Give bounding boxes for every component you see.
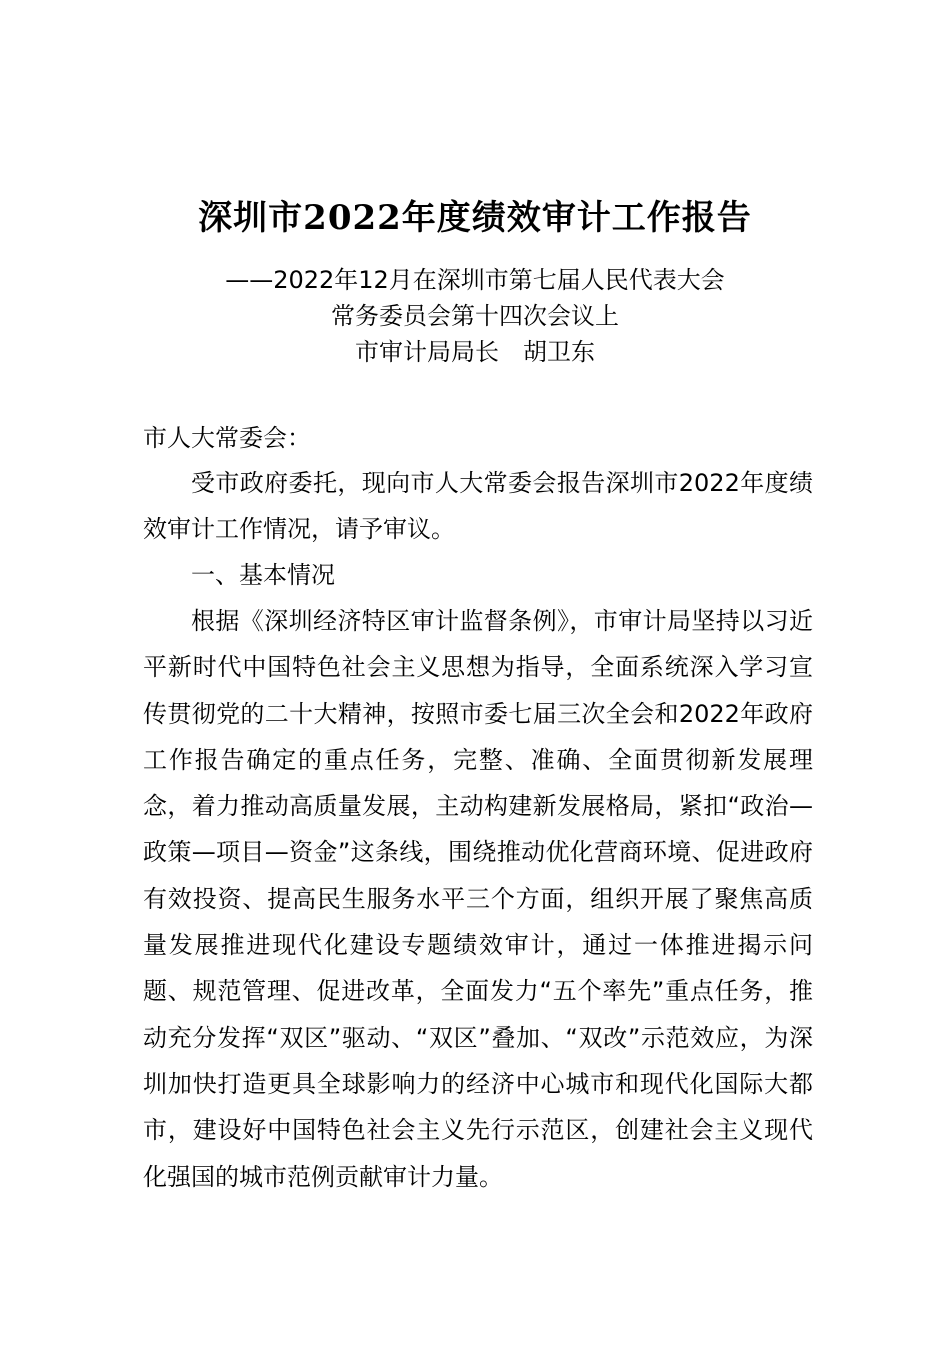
report-subtitle	[0, 262, 950, 370]
section-heading: 一、基本情况	[191, 561, 335, 589]
salutation: 市人大常委会：	[143, 424, 311, 452]
subtitle-line-session: 常务委员会第十四次会议上	[331, 302, 619, 330]
basic-situation-paragraph: 根据《深圳经济特区审计监督条例》，市审计局坚持以习近平新时代中国特色社会主义思想为指导，全面系统深入学习宣传贯彻党的二十大精神，按照市委七届三次全会和2022年政府工作报告确定的重点任务，完整、准确、全面贯彻新发展理念，着力推动高质量发展，主动构建新发展格局，紧扣“政治—政策—项目—资金”这条线，围绕推动优化营商环境、促进政府有效投资、提高民生服务水平三个方面，组织开展了聚焦高质量发展推进现代化建设专题绩效审计，通过一体推进揭示问题、规范管理、促进改革，全面发力“五个率先”重点任务，推动充分发挥“双区”驱动、“双区”叠加、“双改”示范效应，为深圳加快打造更具全球影响力的经济中心城市和现代化国际大都市，建设好中国特色社会主义先行示范区，创建社会主义现代化强国的城市范例贡献审计力量。	[143, 607, 813, 1191]
intro-paragraph: 受市政府委托，现向市人大常委会报告深圳市2022年度绩效审计工作情况，请予审议。	[143, 469, 813, 544]
subtitle-line-meeting: ——2022年12月在深圳市第七届人民代表大会	[225, 266, 725, 294]
subtitle-line-speaker: 市审计局局长 胡卫东	[355, 338, 595, 366]
report-title: 深圳市2022年度绩效审计工作报告	[198, 198, 752, 238]
